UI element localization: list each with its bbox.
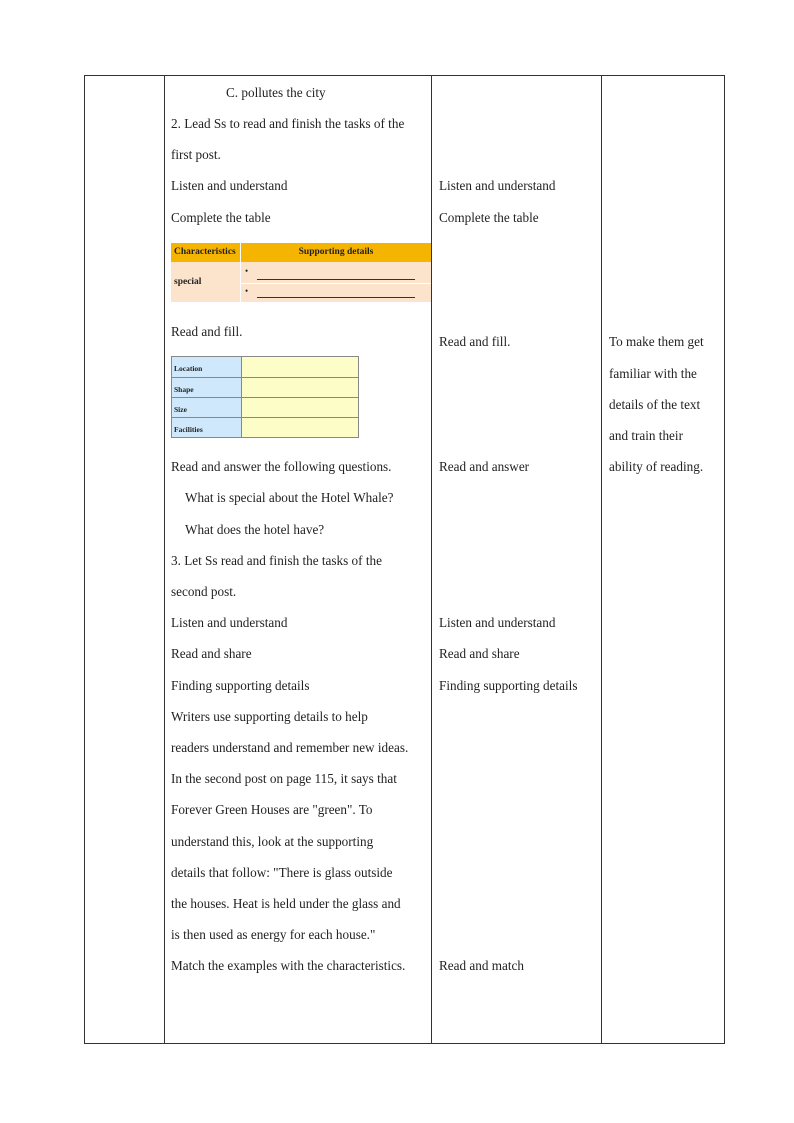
- question-2: What does the hotel have?: [185, 522, 325, 537]
- bullet: •: [245, 266, 249, 276]
- listen-understand: Listen and understand: [171, 615, 288, 630]
- bullet: •: [245, 286, 249, 296]
- paragraph-line: Forever Green Houses are "green". To: [171, 802, 373, 817]
- student-listen: Listen and understand: [439, 178, 556, 193]
- purpose-line: familiar with the: [609, 366, 697, 381]
- cell-blank: [242, 418, 358, 437]
- characteristics-table: [171, 243, 431, 302]
- column-divider: [164, 75, 165, 1044]
- student-read-fill: Read and fill.: [439, 334, 511, 349]
- paragraph-line: understand this, look at the supporting: [171, 834, 374, 849]
- listen-understand: Listen and understand: [171, 178, 288, 193]
- paragraph-line: the houses. Heat is held under the glass and: [171, 896, 401, 911]
- cell-blank: [242, 378, 358, 398]
- header-characteristics: Characteristics: [171, 243, 241, 262]
- student-read-answer: Read and answer: [439, 459, 530, 474]
- row-separator: [241, 283, 431, 284]
- purpose-line: details of the text: [609, 397, 701, 412]
- blank-line: [257, 297, 415, 298]
- column-divider: [601, 75, 602, 1044]
- student-read-match: Read and match: [439, 958, 524, 973]
- row-label-special: special: [171, 262, 241, 302]
- match-examples: Match the examples with the characteristics.: [171, 958, 406, 973]
- task2-line1: 2. Lead Ss to read and finish the tasks of the: [171, 116, 405, 131]
- read-answer-questions: Read and answer the following questions.: [171, 459, 392, 474]
- header-supporting-details: Supporting details: [298, 247, 374, 257]
- paragraph-line: In the second post on page 115, it says that: [171, 771, 397, 786]
- row-location: Location: [172, 357, 242, 377]
- task2-line2: first post.: [171, 147, 221, 162]
- student-finding: Finding supporting details: [439, 678, 578, 693]
- student-listen: Listen and understand: [439, 615, 556, 630]
- blank-line: [257, 279, 415, 280]
- hotel-facts-table: [171, 356, 359, 438]
- paragraph-line: readers understand and remember new ideas.: [171, 740, 409, 755]
- question-1: What is special about the Hotel Whale?: [185, 490, 394, 505]
- task3-line1: 3. Let Ss read and finish the tasks of the: [171, 553, 382, 568]
- read-fill: Read and fill.: [171, 324, 243, 339]
- finding-details: Finding supporting details: [171, 678, 310, 693]
- option-c: C. pollutes the city: [226, 85, 326, 100]
- student-complete-table: Complete the table: [439, 210, 539, 225]
- cell-blank: [242, 398, 358, 418]
- cell-blank: [242, 357, 358, 377]
- student-read-share: Read and share: [439, 646, 520, 661]
- row-facilities: Facilities: [172, 418, 242, 437]
- complete-table: Complete the table: [171, 210, 271, 225]
- paragraph-line: details that follow: "There is glass outside: [171, 865, 393, 880]
- purpose-line: To make them get: [609, 334, 704, 349]
- purpose-line: ability of reading.: [609, 459, 704, 474]
- purpose-line: and train their: [609, 428, 683, 443]
- task3-line2: second post.: [171, 584, 237, 599]
- paragraph-line: is then used as energy for each house.": [171, 927, 376, 942]
- read-share: Read and share: [171, 646, 252, 661]
- row-size: Size: [172, 398, 242, 418]
- column-divider: [431, 75, 432, 1044]
- paragraph-line: Writers use supporting details to help: [171, 709, 368, 724]
- row-shape: Shape: [172, 378, 242, 398]
